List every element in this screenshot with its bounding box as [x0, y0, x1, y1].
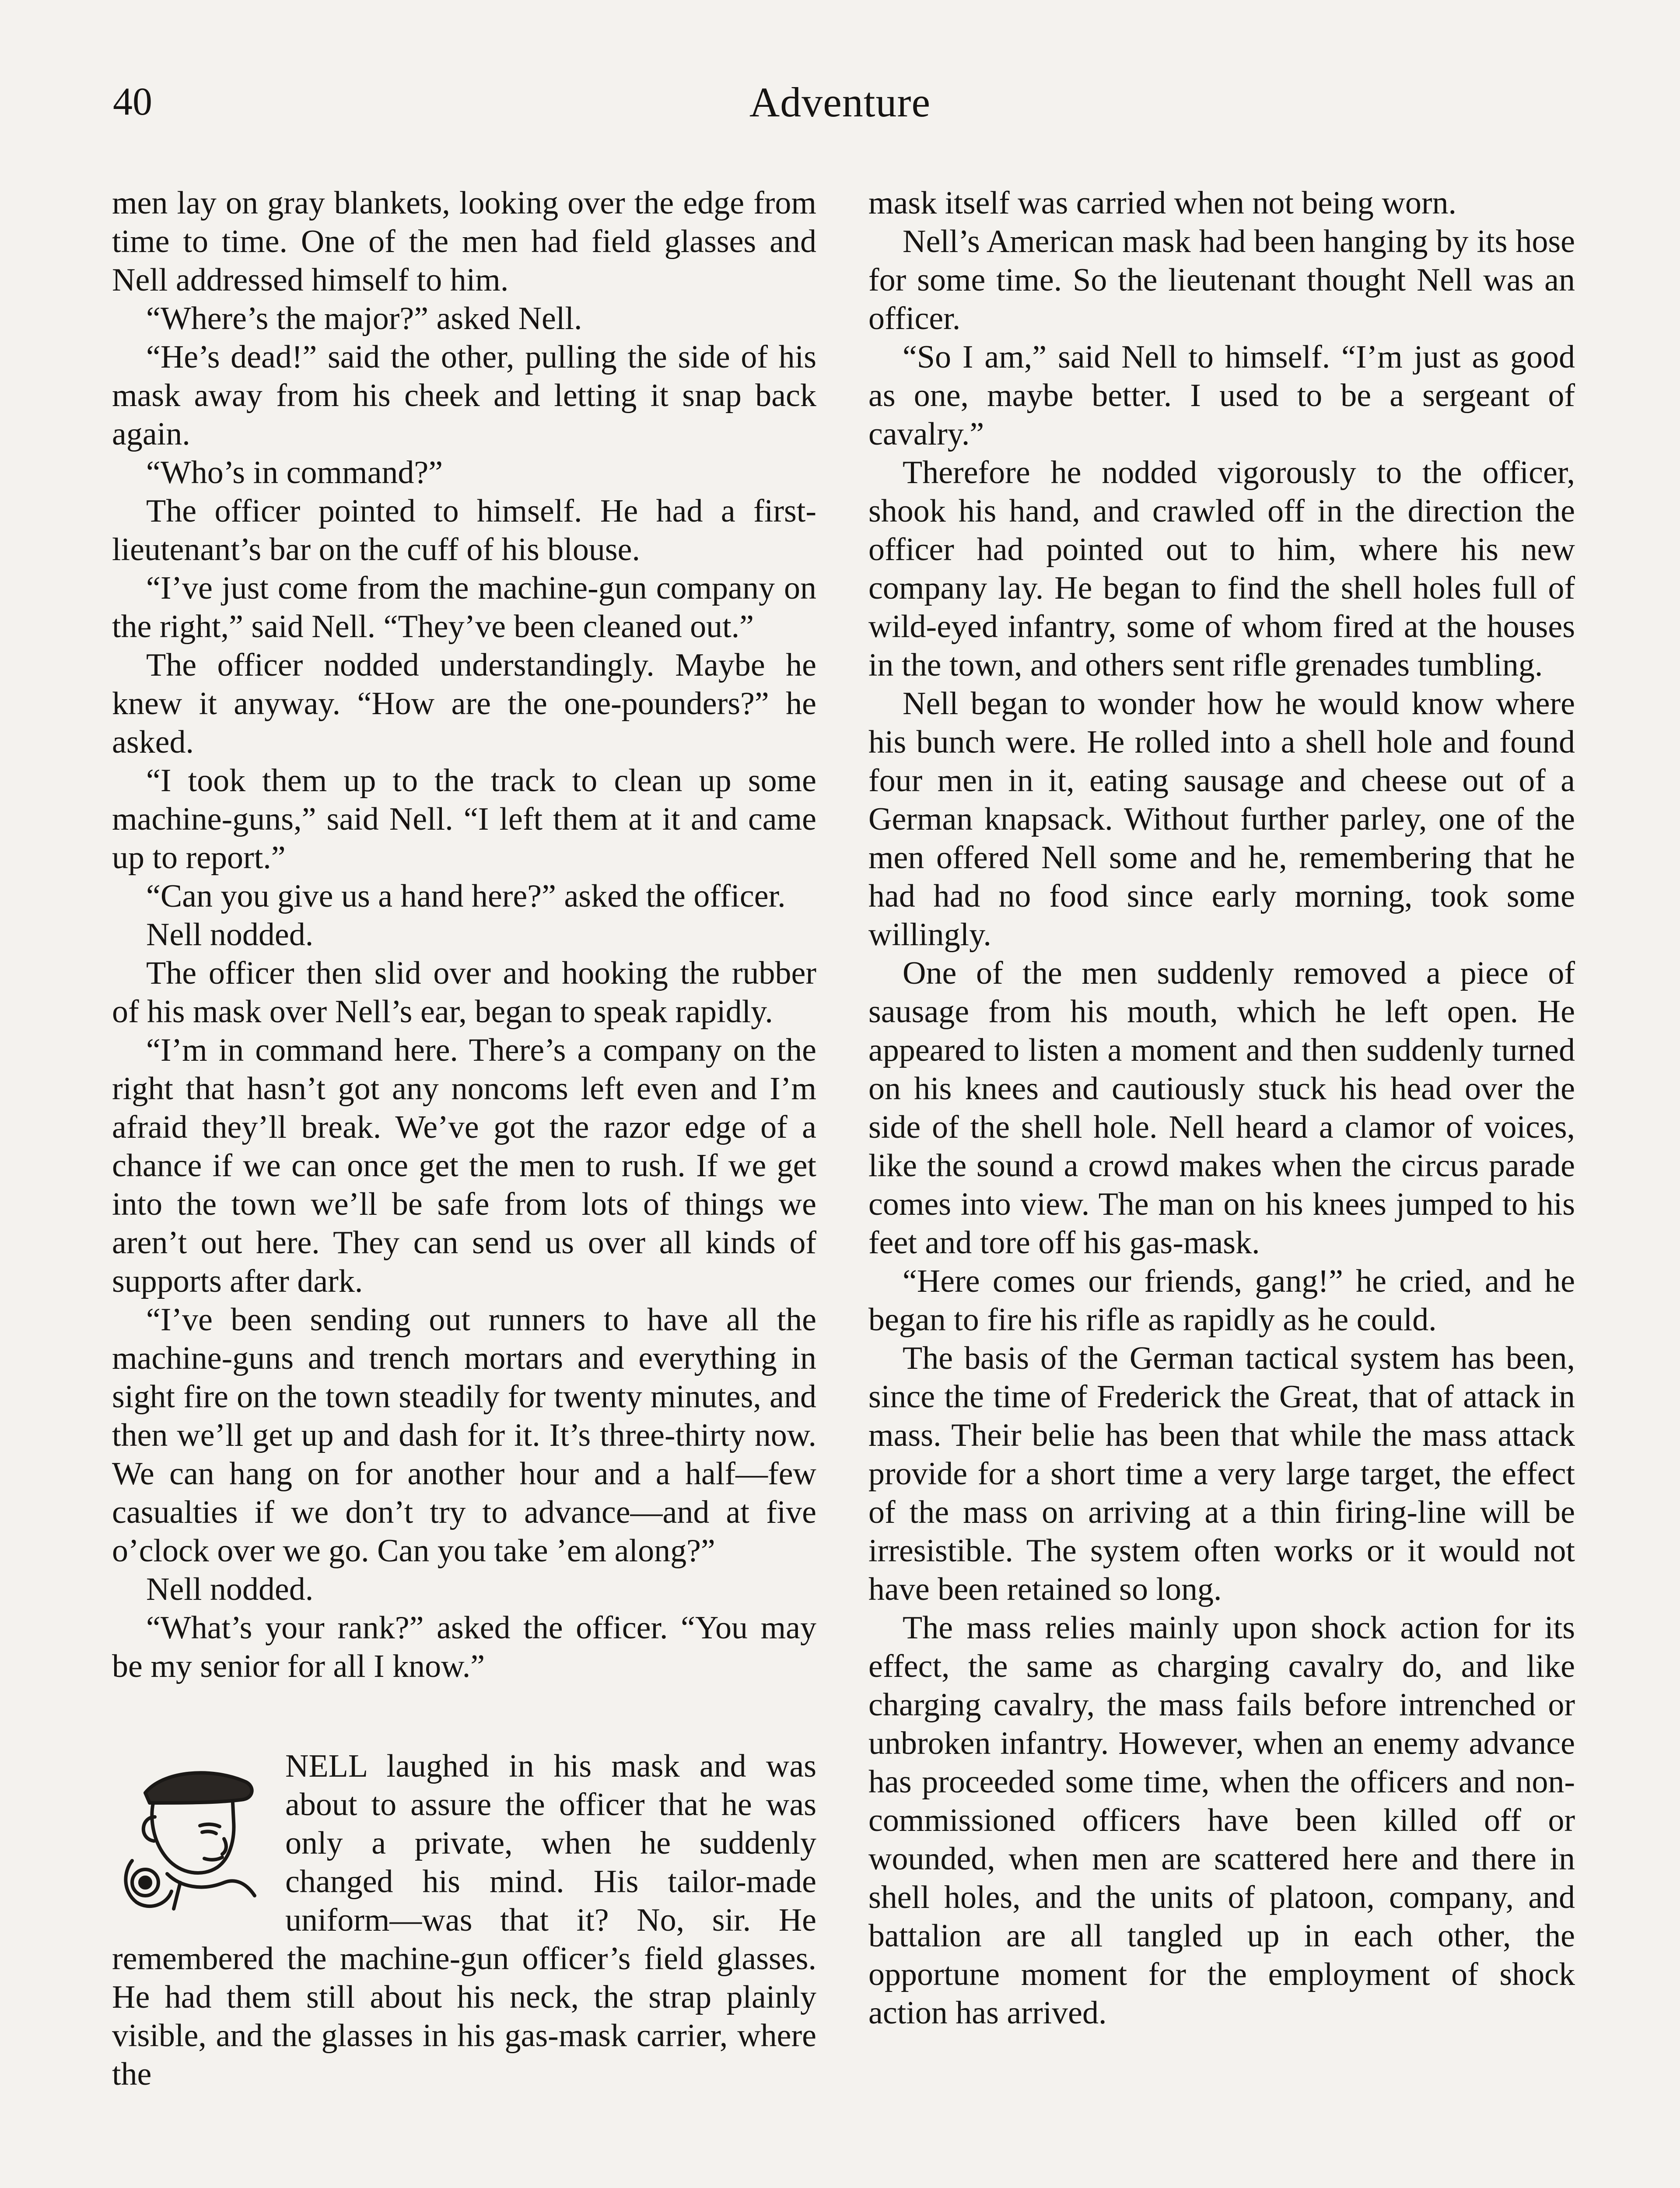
paragraph: Nell began to wonder how he would know where his bunch were. He rolled into a shell hole and found four men in it, eating sausage and cheese out of a German knapsack. Without further parley, one of the men offered Nell some and he, remembering that he had had no food since early morning, took some willingly. — [868, 686, 1575, 953]
paragraph: The mass relies mainly upon shock action for its effect, the same as charging cavalry do, and like charging cavalry, the mass fails before intrenched or unbroken infantry. However, when an enemy advance has proceeded some time, when the officers and non-commissioned officers have been killed off or wounded, when men are scattered here and there in shell holes, and the units of platoon, company, and battalion are all tangled up in each other, the opportune moment for the employment of shock action has arrived. — [868, 1610, 1575, 2031]
paragraph: “Here comes our friends, gang!” he cried, and he began to fire his rifle as rapidly as he could. — [868, 1263, 1575, 1338]
paragraph: Nell nodded. — [146, 917, 314, 953]
paragraph: “He’s dead!” said the other, pulling the side of his mask away from his cheek and letting it snap back again. — [112, 339, 816, 452]
right-column — [868, 184, 1575, 2032]
paragraph: The officer pointed to himself. He had a first-lieutenant’s bar on the cuff of his blouse. — [112, 493, 816, 568]
paragraph: “I’ve been sending out runners to have all the machine-guns and trench mortars and everything in sight fire on the town steadily for twenty minutes, and then we’ll get up and dash for it. It’s three-thirty now. We can hang on for another hour and a half—few casualties if we don’t try to advance—and at five o’clock over we go. Can you take ’em along?” — [112, 1302, 816, 1569]
paragraph: “Can you give us a hand here?” asked the officer. — [146, 878, 786, 914]
paragraph: “Who’s in command?” — [146, 455, 443, 491]
paragraph: Nell nodded. — [146, 1571, 314, 1607]
paragraph: One of the men suddenly removed a piece of sausage from his mouth, which he left open. He appeared to listen a moment and then suddenly turned on his knees and cautiously stuck his head over the side of the shell hole. Nell heard a clamor of voices, like the sound a crowd makes when the circus parade comes into view. The man on his knees jumped to his feet and tore off his gas-mask. — [868, 955, 1575, 1261]
paragraph: The officer then slid over and hooking the rubber of his mask over Nell’s ear, began to speak rapidly. — [112, 955, 816, 1030]
drop-paragraph: NELL laughed in his mask and was about to assure the officer that he was only a private, when he suddenly changed his mind. His tailor-made uniform—was that it? No, sir. He remembered the machine-gun officer’s field glasses. He had them still about his neck, the strap plainly visible, and the glasses in his gas-mask carrier, where the — [112, 1748, 816, 2092]
running-head: Adventure — [749, 79, 931, 126]
paragraph: “I’ve just come from the machine-gun company on the right,” said Nell. “They’ve been cleaned out.” — [112, 570, 816, 645]
paragraph: “So I am,” said Nell to himself. “I’m just as good as one, maybe better. I used to be a sergeant of cavalry.” — [868, 339, 1575, 452]
paragraph: “I took them up to the track to clean up some machine-guns,” said Nell. “I left them at it and came up to report.” — [112, 763, 816, 876]
paragraph: Therefore he nodded vigorously to the officer, shook his hand, and crawled off in the direction the officer had pointed out to him, where his new company lay. He began to find the shell holes full of wild-eyed infantry, some of whom fired at the houses in the town, and others sent rifle grenades tumbling. — [868, 455, 1575, 683]
paragraph: “What’s your rank?” asked the officer. “You may be my senior for all I know.” — [112, 1610, 816, 1684]
paragraph: “Where’s the major?” asked Nell. — [146, 301, 582, 337]
paragraph: Nell’s American mask had been hanging by its hose for some time. So the lieutenant thought Nell was an officer. — [868, 224, 1575, 337]
paragraph: The officer nodded understandingly. Maybe he knew it anyway. “How are the one-pounders?” he asked. — [112, 647, 816, 760]
soldier-portrait-icon — [115, 1751, 272, 1913]
page-number: 40 — [113, 80, 152, 123]
paragraph: “I’m in command here. There’s a company on the right that hasn’t got any noncoms left even and I’m afraid they’ll break. We’ve got the razor edge of a chance if we can once get the men to rush. If we get into the town we’ll be safe from lots of things we aren’t out here. They can send us over all kinds of supports after dark. — [112, 1032, 816, 1299]
drop-paragraph-block — [112, 1747, 816, 2093]
left-column — [112, 184, 816, 2093]
paragraph: The basis of the German tactical system has been, since the time of Frederick the Great, that of attack in mass. Their belie has been that while the mass attack provide for a short time a very large target, the effect of the mass on arriving at a thin firing-line will be irresistible. The system often works or it would not have been retained so long. — [868, 1340, 1575, 1607]
paragraph: mask itself was carried when not being worn. — [868, 185, 1456, 221]
paragraph: men lay on gray blankets, looking over the edge from time to time. One of the men had field glasses and Nell addressed himself to him. — [112, 185, 816, 298]
